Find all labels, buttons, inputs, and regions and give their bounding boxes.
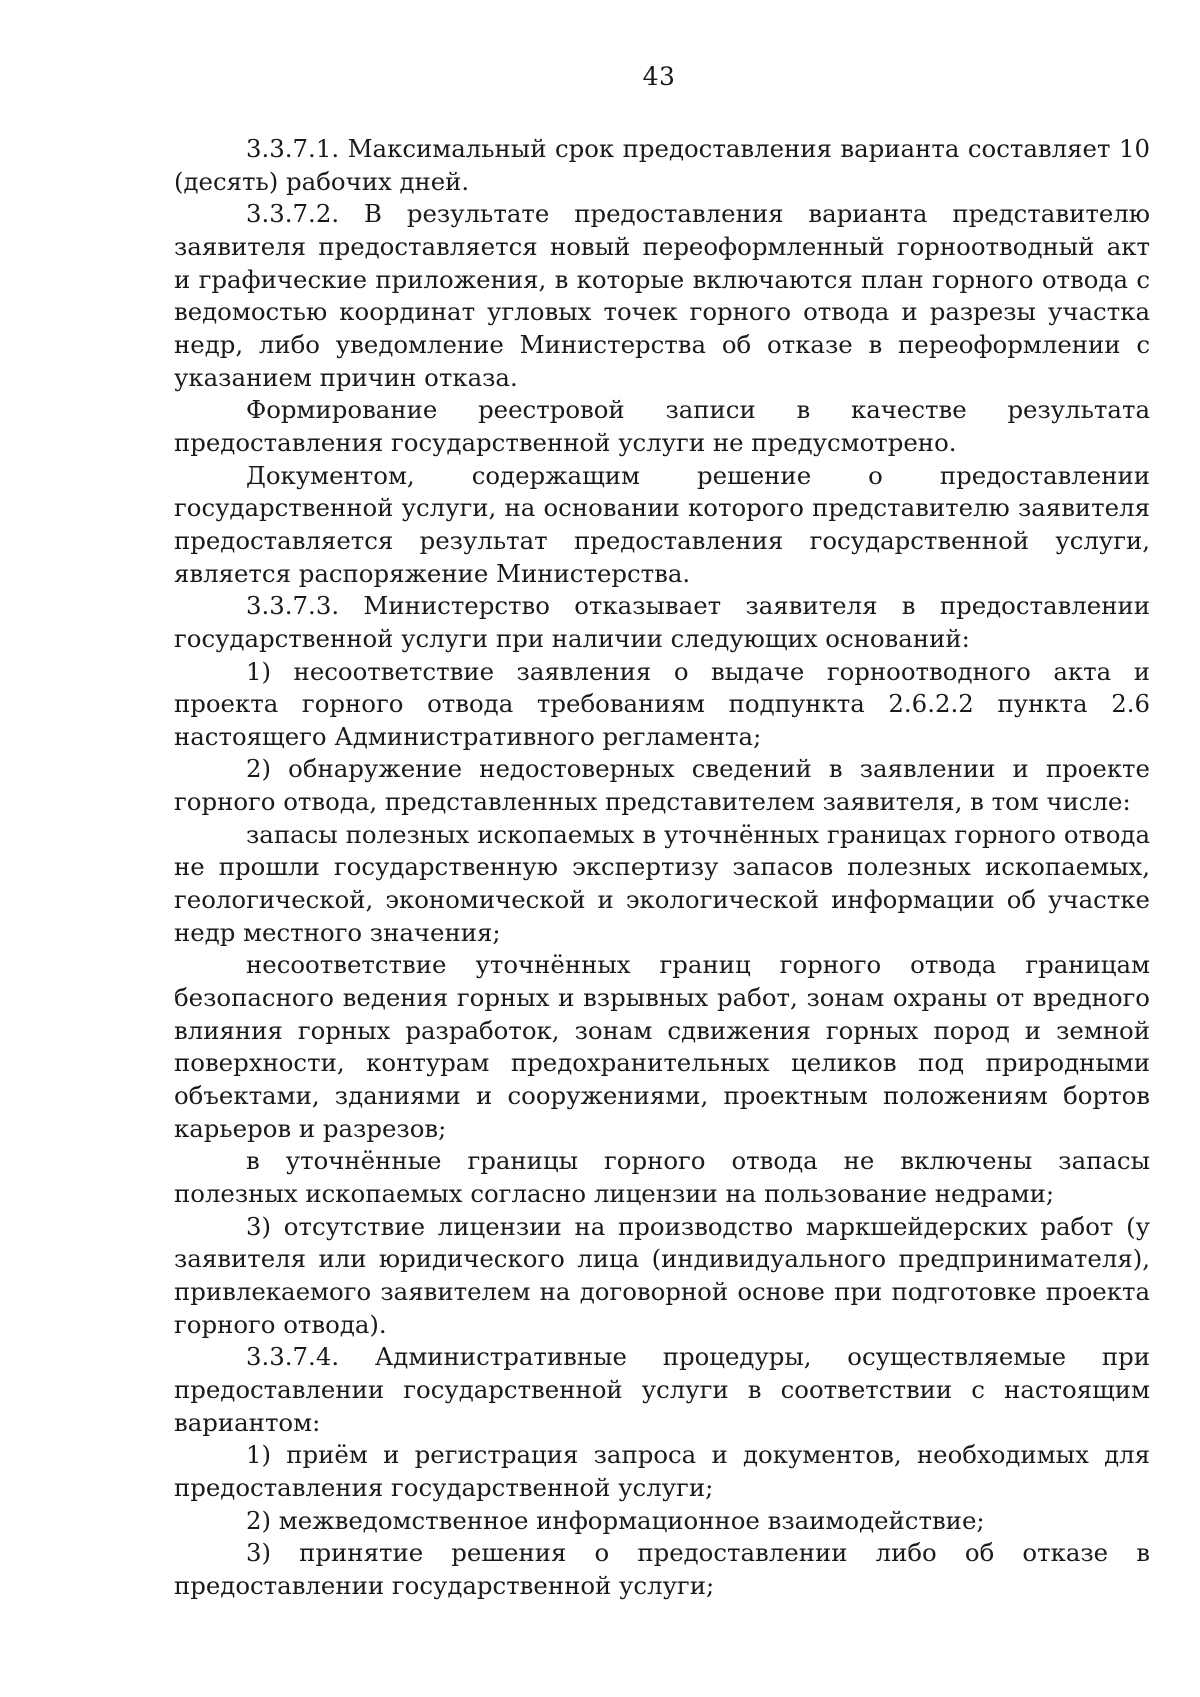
sub-item-reserves-not-included: в уточнённые границы горного отвода не включены запасы полезных ископаемых согласно лицензии на пользование недрами; [174,1146,1150,1208]
paragraph-registry-record: Формирование реестровой записи в качестве результата предоставления государственной услуги не предусмотрено. [174,395,1150,457]
sub-item-reserves-expertise: запасы полезных ископаемых в уточнённых границах горного отвода не прошли государственную экспертизу запасов полезных ископаемых, геологической, экономической и экологической информации об участке недр местного значения; [174,819,1150,947]
list-item-refusal-1: 1) несоответствие заявления о выдаче горноотводного акта и проекта горного отвода требованиям подпункта 2.6.2.2 пункта 2.6 настоящего Административного регламента; [174,656,1150,751]
paragraph-3-3-7-2: 3.3.7.2. В результате предоставления варианта представителю заявителя предоставляется новый переоформленный горноотводный акт и графические приложения, в которые включаются план горного отвода с ведомостью координат угловых точек горного отвода и разрезы участка недр, либо уведомление Министерства об отказе в переоформлении с указанием причин отказа. [174,199,1150,392]
page-number: 43 [642,62,676,91]
list-item-refusal-2: 2) обнаружение недостоверных сведений в заявлении и проекте горного отвода, представленных представителем заявителя, в том числе: [174,754,1150,817]
list-item-procedure-1: 1) приём и регистрация запроса и документов, необходимых для предоставления государственной услуги; [174,1440,1150,1502]
list-item-procedure-2: 2) межведомственное информационное взаимодействие; [246,1505,985,1535]
document-body [174,133,1150,1603]
list-item-refusal-3: 3) отсутствие лицензии на производство маркшейдерских работ (у заявителя или юридического лица (индивидуального предпринимателя), привлекаемого заявителем на договорной основе при подготовке проекта горного отвода). [174,1211,1150,1339]
sub-item-boundaries-mismatch: несоответствие уточнённых границ горного отвода границам безопасного ведения горных и взрывных работ, зонам охраны от вредного влияния горных разработок, зонам сдвижения горных пород и земной поверхности, контурам предохранительных целиков под природными объектами, зданиями и сооружениями, проектным положениям бортов карьеров и разрезов; [174,950,1150,1143]
paragraph-3-3-7-3: 3.3.7.3. Министерство отказывает заявителя в предоставлении государственной услуги при наличии следующих оснований: [174,591,1150,653]
list-item-procedure-3: 3) принятие решения о предоставлении либо об отказе в предоставлении государственной услуги; [174,1538,1150,1600]
paragraph-3-3-7-4: 3.3.7.4. Административные процедуры, осуществляемые при предоставлении государственной услуги в соответствии с настоящим вариантом: [174,1342,1150,1437]
paragraph-3-3-7-1: 3.3.7.1. Максимальный срок предоставления варианта составляет 10 (десять) рабочих дней. [174,134,1150,196]
paragraph-decision-document: Документом, содержащим решение о предоставлении государственной услуги, на основании которого представителю заявителя предоставляется результат предоставления государственной услуги, является распоряжение Министерства. [174,460,1150,588]
